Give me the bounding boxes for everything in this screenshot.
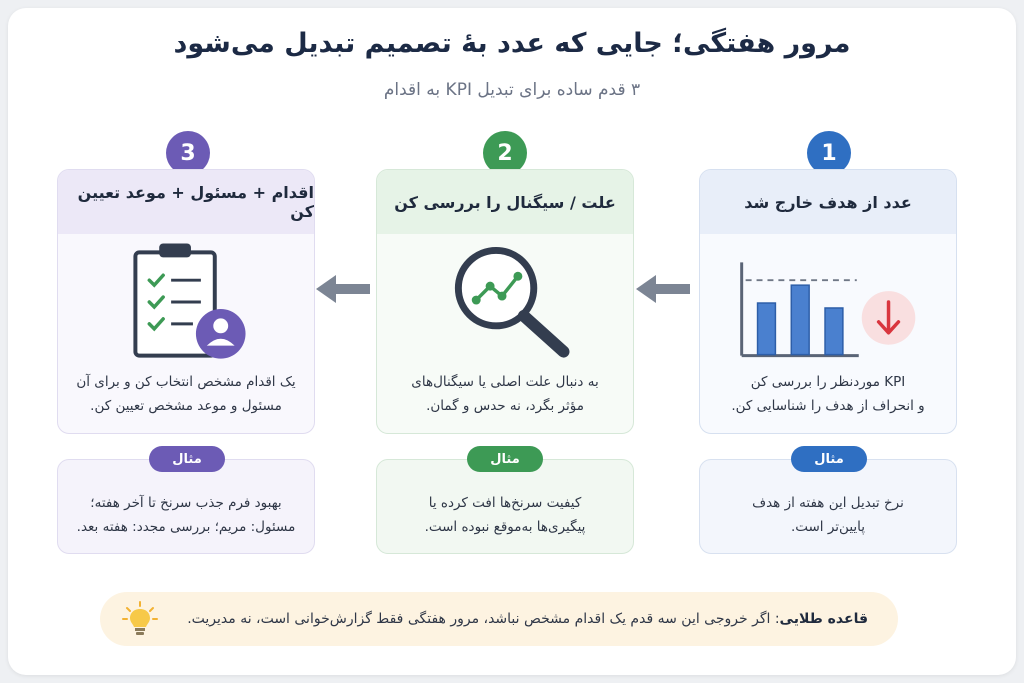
step-2-desc-line-1: به دنبال علت اصلی یا سیگنال‌های [411, 374, 599, 390]
step-1-desc-line-1: KPI موردنظر را بررسی کن [750, 374, 906, 390]
step-1-number-badge: 1 [807, 131, 851, 175]
step-1-heading: عدد از هدف خارج شد [700, 170, 956, 234]
step-3-desc-line-1: یک اقدام مشخص انتخاب کن و برای آن [76, 374, 296, 390]
step-1-example-line-2: پایین‌تر است. [790, 519, 866, 535]
golden-rule-text: : اگر خروجی این سه قدم یک اقدام مشخص نباشد، مرور هفتگی فقط گزارش‌خوانی است، نه مدیریت. [187, 611, 780, 627]
step-2-example-line-1: کیفیت سرنخ‌ها افت کرده یا [428, 495, 582, 511]
clipboard-user-icon [58, 240, 314, 370]
step-1-example-line-1: نرخ تبدیل این هفته از هدف [752, 495, 904, 511]
step-1-example-pill: مثال [791, 446, 867, 472]
step-3-description [72, 370, 300, 418]
step-2-example-pill: مثال [467, 446, 543, 472]
flow-arrow-icon [314, 272, 372, 306]
step-1-example-box [699, 459, 957, 554]
step-3-example-pill: مثال [149, 446, 225, 472]
step-3-heading: اقدام + مسئول + موعد تعیین کن [58, 170, 314, 234]
step-2-desc-line-2: مؤثر بگرد، نه حدس و گمان. [426, 398, 584, 414]
step-3-example-line-1: بهبود فرم جذب سرنخ تا آخر هفته؛ [90, 495, 282, 511]
page-title: مرور هفتگی؛ جایی که عدد بهٔ تصمیم تبدیل می‌شود [173, 28, 851, 59]
step-3-example-line-2: مسئول: مریم؛ بررسی مجدد: هفته بعد. [76, 519, 296, 535]
step-2-number-badge: 2 [483, 131, 527, 175]
golden-rule-banner [100, 592, 898, 646]
step-2-heading: علت / سیگنال را بررسی کن [377, 170, 633, 234]
step-2-card [376, 169, 634, 434]
step-3-card [57, 169, 315, 434]
flow-arrow-icon [634, 272, 692, 306]
step-1-card [699, 169, 957, 434]
step-3-desc-line-2: مسئول و موعد مشخص تعیین کن. [90, 398, 282, 414]
golden-rule-label: قاعده طلایی [779, 611, 868, 627]
step-1-description [714, 370, 942, 418]
step-2-example-box [376, 459, 634, 554]
step-3-example-box [57, 459, 315, 554]
step-2-description [391, 370, 619, 418]
step-2-example-line-2: پیگیری‌ها به‌موقع نبوده است. [424, 519, 586, 535]
lightbulb-icon [120, 600, 160, 640]
page-subtitle: ۳ قدم ساده برای تبدیل KPI به اقدام [383, 80, 641, 100]
step-1-desc-line-2: و انحراف از هدف را شناسایی کن. [731, 398, 925, 414]
bar-chart-down-icon [700, 240, 956, 370]
step-3-number-badge: 3 [166, 131, 210, 175]
magnifier-trend-icon [377, 240, 633, 370]
